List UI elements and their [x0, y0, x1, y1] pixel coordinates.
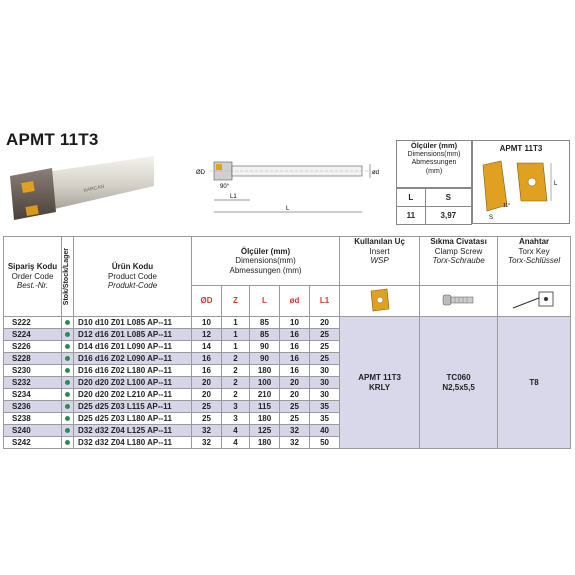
- od-label: ØD: [196, 170, 205, 176]
- header-dims-de: Abmessungen (mm): [229, 265, 302, 275]
- stock-cell: [62, 437, 74, 449]
- header-insert-en: Insert: [369, 246, 390, 256]
- insert-drawing-title: APMT 11T3: [499, 144, 543, 153]
- od-cell: 32: [192, 437, 222, 449]
- header-key-de: Torx-Schlüssel: [507, 256, 561, 265]
- order-code-cell: S226: [4, 341, 62, 353]
- odd-cell: 32: [280, 437, 310, 449]
- order-code-cell: S228: [4, 353, 62, 365]
- order-code-cell: S238: [4, 413, 62, 425]
- in-stock-dot-icon: [65, 368, 70, 373]
- l-cell: 85: [250, 317, 280, 329]
- product-code-cell: D20 d20 Z02 L100 AP--11: [74, 377, 192, 389]
- screw-value: [420, 317, 498, 449]
- header-stock: [62, 237, 74, 317]
- insert-drawing: [472, 140, 570, 224]
- l-cell: 180: [250, 437, 280, 449]
- header-product-code: [74, 237, 192, 317]
- l-cell: 180: [250, 413, 280, 425]
- insert-l-label: L: [554, 181, 558, 187]
- page-title: APMT 11T3: [6, 130, 99, 149]
- spec-line4: (mm): [425, 167, 443, 175]
- col-od: ØD: [192, 286, 222, 317]
- order-code-cell: S222: [4, 317, 62, 329]
- header-product-de: Produkt-Code: [107, 281, 158, 291]
- z-cell: 2: [222, 377, 250, 389]
- order-code-cell: S230: [4, 365, 62, 377]
- l1-cell: 50: [310, 437, 340, 449]
- insert-value-line1: APMT 11T3: [358, 372, 401, 382]
- l-cell: 90: [250, 353, 280, 365]
- spec-val-s: 3,97: [425, 207, 471, 225]
- odd-cell: 16: [280, 329, 310, 341]
- col-z: Z: [222, 286, 250, 317]
- header-key: [498, 237, 571, 286]
- stock-cell: [62, 341, 74, 353]
- header-dimensions: [192, 237, 340, 286]
- in-stock-dot-icon: [65, 404, 70, 409]
- key-value: [498, 317, 571, 449]
- insert-shape-icon: [477, 155, 567, 221]
- spec-header: [396, 140, 472, 188]
- in-stock-dot-icon: [65, 356, 70, 361]
- z-cell: 2: [222, 389, 250, 401]
- odd-cell: 25: [280, 413, 310, 425]
- l-cell: 115: [250, 401, 280, 413]
- table-row: [4, 317, 571, 329]
- od-cell: 16: [192, 353, 222, 365]
- in-stock-dot-icon: [65, 380, 70, 385]
- header-key-tr: Anahtar: [518, 237, 550, 246]
- header-screw-de: Torx-Schraube: [432, 256, 485, 265]
- l-cell: 125: [250, 425, 280, 437]
- in-stock-dot-icon: [65, 320, 70, 325]
- od-cell: 16: [192, 365, 222, 377]
- spec-line2: Dimensions(mm): [407, 150, 461, 158]
- z-cell: 4: [222, 437, 250, 449]
- l1-cell: 25: [310, 329, 340, 341]
- product-code-cell: D32 d32 Z04 L125 AP--11: [74, 425, 192, 437]
- stock-cell: [62, 389, 74, 401]
- col-l: L: [250, 286, 280, 317]
- order-code-cell: S242: [4, 437, 62, 449]
- l1-cell: 30: [310, 389, 340, 401]
- stock-cell: [62, 353, 74, 365]
- z-cell: 2: [222, 365, 250, 377]
- stock-cell: [62, 365, 74, 377]
- odd-cell: 20: [280, 389, 310, 401]
- header-insert-tr: Kullanılan Uç: [354, 237, 405, 246]
- od-cell: 20: [192, 377, 222, 389]
- angle-label: 90°: [220, 184, 230, 190]
- product-code-cell: D25 d25 Z03 L180 AP--11: [74, 413, 192, 425]
- header-insert: [340, 237, 420, 286]
- tool-photo: [6, 152, 154, 224]
- order-code-cell: S234: [4, 389, 62, 401]
- stock-cell: [62, 377, 74, 389]
- l1-cell: 40: [310, 425, 340, 437]
- in-stock-dot-icon: [65, 332, 70, 337]
- order-code-cell: S224: [4, 329, 62, 341]
- stock-cell: [62, 329, 74, 341]
- od-cell: 32: [192, 425, 222, 437]
- z-cell: 4: [222, 425, 250, 437]
- spec-heading: Ölçüler (mm): [410, 141, 458, 150]
- in-stock-dot-icon: [65, 416, 70, 421]
- insert-image-cell: [340, 286, 420, 317]
- screw-value-line1: TC060: [446, 372, 471, 382]
- l-cell: 85: [250, 329, 280, 341]
- od-cell: 25: [192, 413, 222, 425]
- col-odd: ød: [280, 286, 310, 317]
- l1-cell: 25: [310, 341, 340, 353]
- product-code-cell: D14 d16 Z01 L090 AP--11: [74, 341, 192, 353]
- order-code-cell: S236: [4, 401, 62, 413]
- odd-cell: 10: [280, 317, 310, 329]
- key-value-line1: T8: [529, 377, 539, 387]
- col-l1: L1: [310, 286, 340, 317]
- header-screw-en: Clamp Screw: [434, 246, 483, 256]
- z-cell: 3: [222, 413, 250, 425]
- l1-cell: 35: [310, 413, 340, 425]
- spec-line3: Abmessungen: [411, 159, 457, 166]
- screw-value-line2: N2,5x5,5: [442, 382, 475, 392]
- l1-cell: 30: [310, 365, 340, 377]
- header-order-code-de: Best.-Nr.: [16, 281, 49, 291]
- header-product-tr: Ürün Kodu: [111, 262, 154, 272]
- key-image-cell: [498, 286, 571, 317]
- l1-cell: 20: [310, 317, 340, 329]
- l-cell: 210: [250, 389, 280, 401]
- odd-cell: 32: [280, 425, 310, 437]
- l-label: L: [286, 206, 290, 212]
- l1-cell: 25: [310, 353, 340, 365]
- product-code-cell: D10 d10 Z01 L085 AP--11: [74, 317, 192, 329]
- stock-cell: [62, 401, 74, 413]
- spec-val-l: 11: [397, 207, 426, 225]
- insert-s-label: S: [489, 215, 494, 221]
- odd-cell: 16: [280, 341, 310, 353]
- z-cell: 1: [222, 329, 250, 341]
- odd-cell: 16: [280, 365, 310, 377]
- header-order-code-en: Order Code: [11, 271, 54, 281]
- torx-key-icon: [509, 288, 559, 312]
- table-body: [4, 317, 571, 449]
- od-cell: 10: [192, 317, 222, 329]
- z-cell: 3: [222, 401, 250, 413]
- insert-value: [340, 317, 420, 449]
- product-code-cell: D32 d32 Z04 L180 AP--11: [74, 437, 192, 449]
- in-stock-dot-icon: [65, 344, 70, 349]
- insert-value-line2: KRLY: [369, 382, 391, 392]
- product-code-cell: D16 d16 Z02 L180 AP--11: [74, 365, 192, 377]
- insert-angle-label: 11°: [503, 203, 511, 209]
- z-cell: 1: [222, 341, 250, 353]
- insert-spec-box: [396, 140, 472, 224]
- product-code-cell: D12 d16 Z01 L085 AP--11: [74, 329, 192, 341]
- stock-cell: [62, 425, 74, 437]
- od-cell: 14: [192, 341, 222, 353]
- stock-cell: [62, 317, 74, 329]
- brand-text: KARCAN: [83, 183, 105, 194]
- l1-label: L1: [230, 194, 237, 200]
- header-order-code: [4, 237, 62, 317]
- l-cell: 100: [250, 377, 280, 389]
- screw-icon: [439, 289, 479, 311]
- screw-image-cell: [420, 286, 498, 317]
- l-cell: 180: [250, 365, 280, 377]
- insert-icon: [367, 287, 393, 313]
- header-dims-en: Dimensions(mm): [235, 256, 296, 266]
- spec-col-s: S: [425, 189, 471, 207]
- header-screw: [420, 237, 498, 286]
- stock-cell: [62, 413, 74, 425]
- l1-cell: 30: [310, 377, 340, 389]
- in-stock-dot-icon: [65, 392, 70, 397]
- header-insert-de: WSP: [370, 256, 389, 265]
- product-table: [3, 236, 571, 449]
- header-stock-label: Stok/Stock/Lager: [63, 247, 70, 306]
- product-code-cell: D20 d20 Z02 L210 AP--11: [74, 389, 192, 401]
- header-dims-tr: Ölçüler (mm): [240, 246, 291, 256]
- z-cell: 1: [222, 317, 250, 329]
- spec-table: [396, 188, 472, 225]
- tool-drawing: [190, 150, 390, 222]
- header-key-en: Torx Key: [518, 246, 550, 256]
- z-cell: 2: [222, 353, 250, 365]
- spec-col-l: L: [397, 189, 426, 207]
- order-code-cell: S240: [4, 425, 62, 437]
- odd-cell: 16: [280, 353, 310, 365]
- product-code-cell: D16 d16 Z02 L090 AP--11: [74, 353, 192, 365]
- odd-cell: 20: [280, 377, 310, 389]
- product-code-cell: D25 d25 Z03 L115 AP--11: [74, 401, 192, 413]
- odd-label: ød: [372, 170, 380, 176]
- order-code-cell: S232: [4, 377, 62, 389]
- od-cell: 12: [192, 329, 222, 341]
- l1-cell: 35: [310, 401, 340, 413]
- od-cell: 25: [192, 401, 222, 413]
- header-product-en: Product Code: [108, 271, 157, 281]
- in-stock-dot-icon: [65, 440, 70, 445]
- od-cell: 20: [192, 389, 222, 401]
- header-screw-tr: Sıkma Civatası: [430, 237, 487, 246]
- l-cell: 90: [250, 341, 280, 353]
- in-stock-dot-icon: [65, 428, 70, 433]
- header-order-code-tr: Sipariş Kodu: [7, 262, 58, 272]
- odd-cell: 25: [280, 401, 310, 413]
